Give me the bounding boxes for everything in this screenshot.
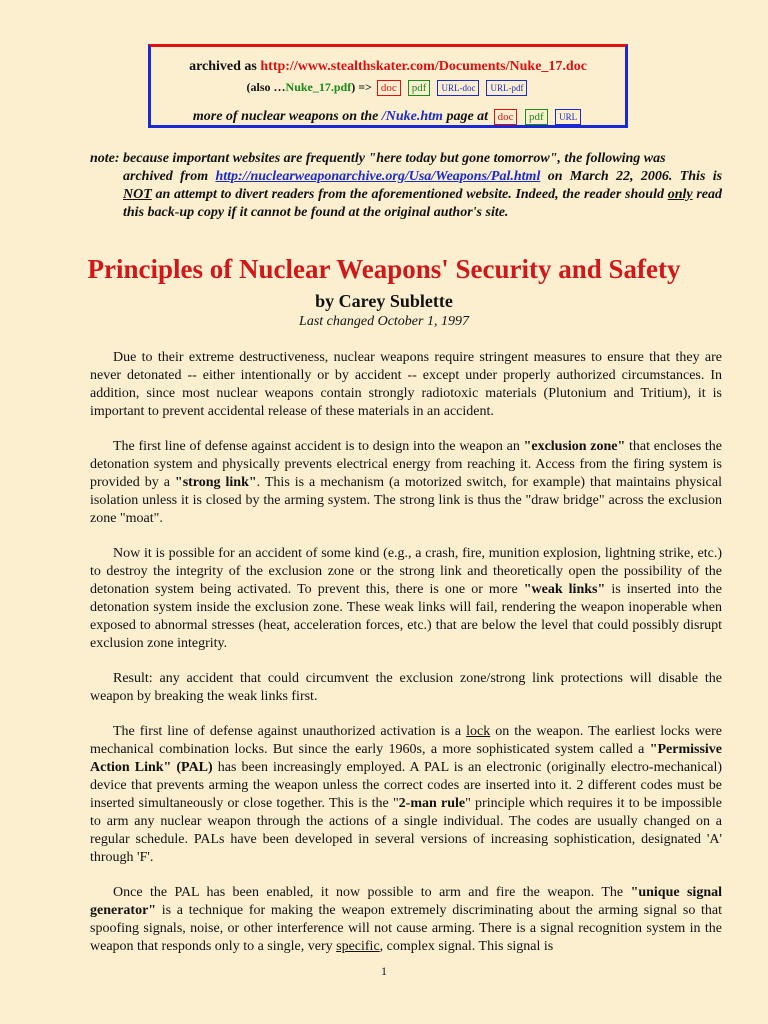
weak-links-term: "weak links"	[523, 582, 606, 597]
paragraph-6	[90, 884, 722, 956]
p2-text: that encloses the detonation system and physically prevents electrical energy from reaching it. Access from the firing system is provided by a	[90, 439, 723, 490]
p2-text: . This is a mechanism (a motorized switch, for example) that maintains physical isolation unless it is closed by the arming system. The strong link is thus the "draw bridge" across the exclusion zone "moat".	[90, 475, 722, 526]
more-url-chip-link[interactable]: URL	[555, 109, 581, 125]
note-only: only	[667, 187, 693, 202]
more-prefix: more of nuclear weapons on the	[192, 109, 379, 124]
more-doc-chip-link[interactable]: doc	[494, 109, 518, 125]
specific-term: specific	[336, 939, 380, 954]
author-line: by Carey Sublette	[315, 291, 453, 311]
lock-term: lock	[466, 724, 491, 739]
archive-url-link[interactable]: http://www.stealthskater.com/Documents/Nuke_17.doc	[260, 59, 587, 74]
url-pdf-chip-link[interactable]: URL-pdf	[486, 80, 527, 96]
paragraph-4: Result: any accident that could circumvent the exclusion zone/strong link protections will disable the weapon by breaking the weak links first.	[90, 671, 722, 704]
also-file: Nuke_17.pdf	[285, 80, 352, 94]
last-changed: Last changed October 1, 1997	[299, 314, 469, 329]
note-not: NOT	[123, 187, 152, 202]
page-number: 1	[381, 964, 387, 978]
paragraph-5	[90, 723, 722, 867]
p3-text: Now it is possible for an accident of some kind (e.g., a crash, fire, munition explosion, lightning strike, etc.) to destroy the integrity of the exclusion zone or the strong link and theoretically open the possibility of the detonation system being activated. To prevent this, there is one or more	[90, 546, 722, 597]
source-url-link[interactable]: http://nuclearweaponarchive.org/Usa/Weapons/Pal.html	[215, 169, 541, 184]
p5-text: The first line of defense against unauthorized activation is a	[113, 724, 462, 739]
archive-box	[148, 44, 628, 128]
more-pdf-chip-link[interactable]: pdf	[525, 109, 548, 125]
more-suffix: page at	[446, 109, 489, 124]
also-prefix: (also …	[246, 80, 286, 94]
more-line	[151, 109, 625, 125]
p6-text: , complex signal. This signal is	[379, 939, 554, 954]
pal-term: "Permissive Action Link" (PAL)	[90, 742, 723, 775]
paragraph-1: Due to their extreme destructiveness, nuclear weapons require stringent measures to ensure that they are never detonated -- either intentionally or by accident -- except under properly authorized circumstances. In addition, since most nuclear weapons contain strongly radiotoxic materials (Plutonium and Tritium), it is important to prevent accidental release of these materials in an accident.	[90, 350, 722, 419]
p6-text: Once the PAL has been enabled, it now possible to arm and fire the weapon. The	[113, 885, 624, 900]
note-date: on March 22, 2006.	[547, 169, 673, 184]
note-line1: note: because important websites are frequently "here today but gone tomorrow", the following was	[90, 151, 666, 166]
p5-text: " principle which requires it to be impossible to arm any nuclear weapon through the actions of a single individual. The codes are usually changed on a regular schedule. PALs have been developed in several versions of increasing sophistication, designated 'A' through 'F'.	[90, 796, 722, 865]
pdf-chip-link[interactable]: pdf	[408, 80, 431, 96]
nuke-page-link[interactable]: /Nuke.htm	[381, 109, 443, 124]
paragraph-2	[90, 438, 722, 528]
also-suffix: ) =>	[351, 80, 372, 94]
p5-text: has been increasingly employed. A PAL is an electronic (originally electro-mechanical) device that prevents arming the weapon unless the correct codes are inserted into it. 2 different codes must be inserted simultaneously or close together. This is the "	[90, 760, 722, 811]
p5-text: on the weapon. The earliest locks were mechanical combination locks. But since the early 1960s, a more sophisticated system called a	[90, 724, 723, 757]
p2-text: The first line of defense against accident is to design into the weapon an	[113, 439, 520, 454]
note-this-is: This is	[679, 169, 723, 184]
article-body	[90, 349, 722, 973]
archive-note	[90, 150, 722, 222]
archive-label: archived as	[189, 59, 257, 74]
p6-text: is a technique for making the weapon extremely discriminating about the arming signal so that spoofing signals, noise, or other interference will not cause arming. There is a signal recognition system in the weapon that responds only to a single, very	[90, 903, 723, 954]
page-title: Principles of Nuclear Weapons' Security and Safety	[87, 254, 681, 284]
doc-chip-link[interactable]: doc	[377, 80, 401, 96]
strong-link-term: "strong link"	[174, 475, 257, 490]
unique-signal-generator-term: "unique signal generator"	[90, 885, 722, 918]
note-divert: an attempt to divert readers from the aforementioned website. Indeed, the reader should	[155, 187, 664, 202]
note-archived-from: archived from	[123, 169, 209, 184]
note-rest: read this back-up copy if it cannot be found at the original author's site.	[123, 187, 723, 220]
two-man-rule-term: 2-man rule	[398, 796, 466, 811]
url-doc-chip-link[interactable]: URL-doc	[437, 80, 479, 96]
paragraph-3	[90, 545, 722, 653]
archive-line	[151, 59, 625, 75]
p3-text: is inserted into the detonation system inside the exclusion zone. These weak links will fail, rendering the weapon inoperable when exposed to abnormal stresses (heat, acceleration forces, etc.) that are below the level that could possibly disrupt exclusion zone integrity.	[90, 582, 723, 651]
also-line	[151, 80, 625, 96]
exclusion-zone-term: "exclusion zone"	[523, 439, 626, 454]
